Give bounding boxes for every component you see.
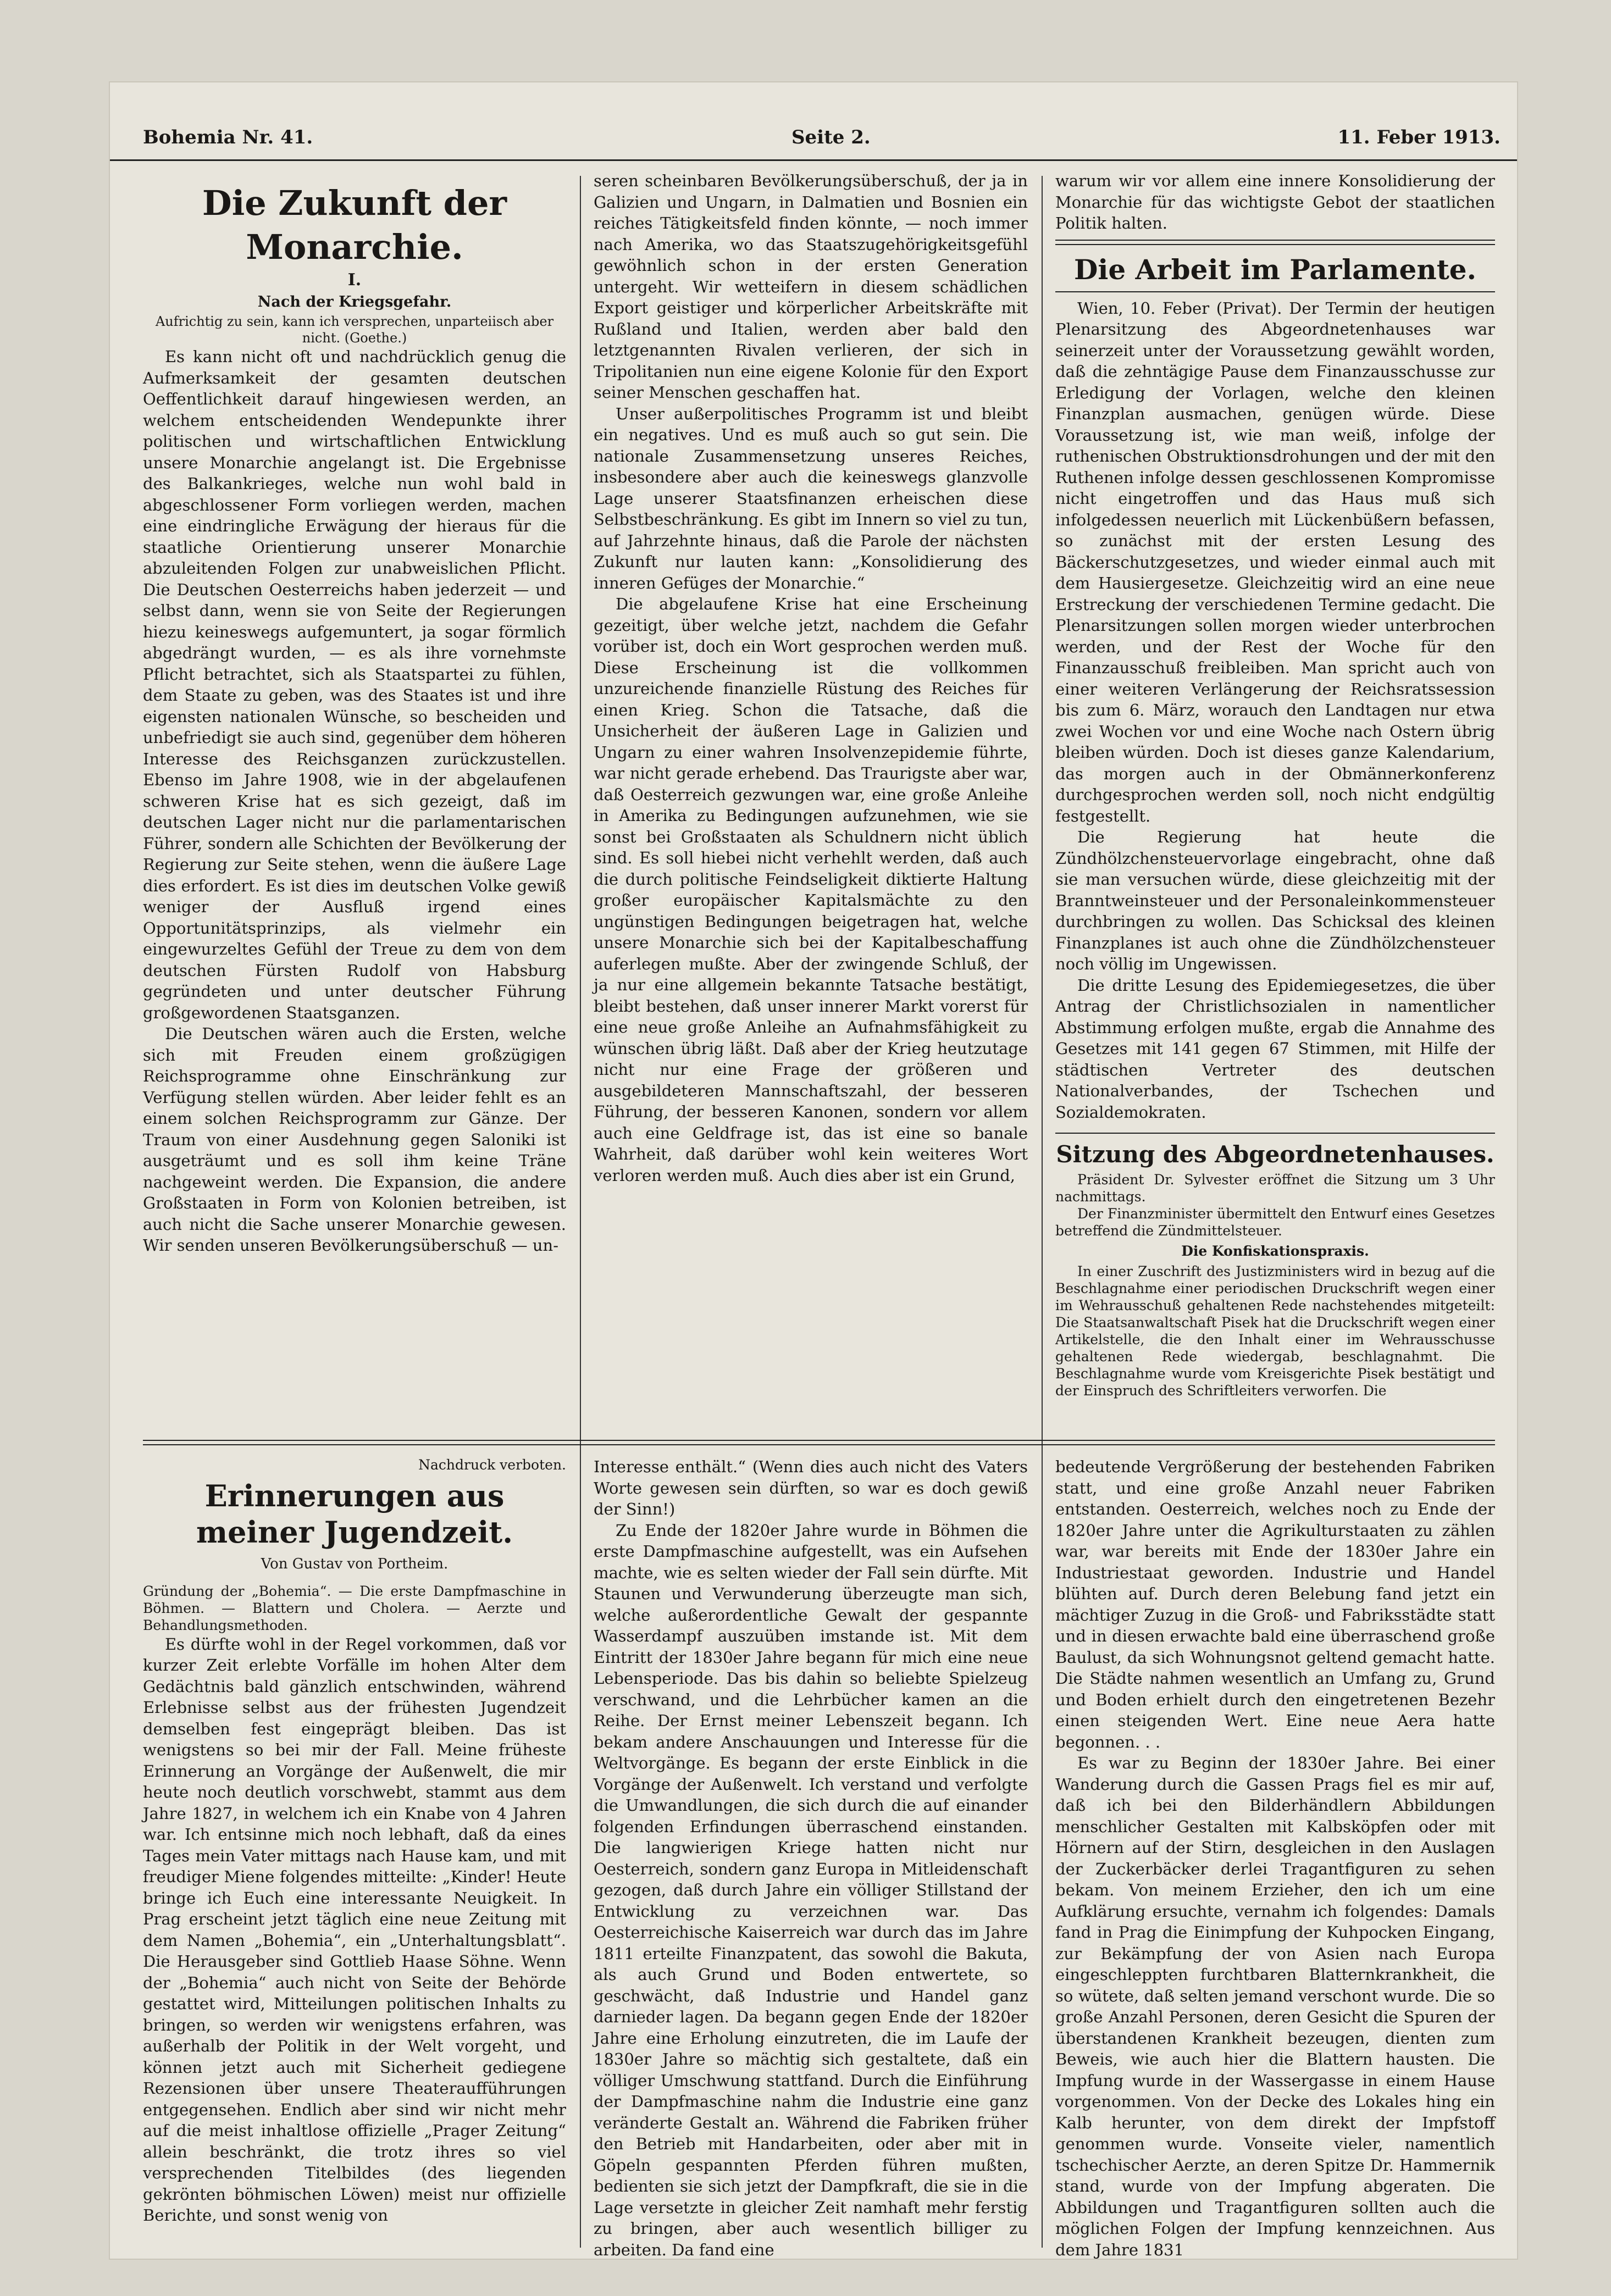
issue-date: 11. Feber 1913. bbox=[1337, 126, 1501, 148]
article1-paragraph-6: warum wir vor allem eine innere Konsolidierung der Monarchie für das wichtigste Gebot der staatlichen Politik halten. bbox=[1055, 171, 1495, 232]
article-motto: Aufrichtig zu sein, kann ich versprechen, unparteiisch aber nicht. (Goethe.) bbox=[155, 314, 554, 346]
article1-paragraph-3: seren scheinbaren Bevölkerungsüberschuß, der ja in Galizien und Ungarn, in Dalmatien und Bosnien ein reiches Tätigkeitsfeld finden könnte, — noch immer nach Amerika, wo das Staatszugehörigkeitsgefühl gewöhnlich schon in der ersten Generation untergeht. Wir wetteifern in diesem schädlichen Export geistiger und körperlicher Arbeitskräfte mit Rußland und Italien, werden aber bald den letztgenannten Rivalen verlieren, der sich in Tripolitanien nun eine eigene Kolonie für den Export seiner Menschen geschaffen hat. bbox=[594, 171, 1028, 402]
upper-column-1 bbox=[143, 176, 566, 1429]
article-subtitle: Nach der Kriegsgefahr. bbox=[257, 293, 452, 310]
article4-paragraph-5: Es war zu Beginn der 1830er Jahre. Bei einer Wanderung durch die Gassen Prags fiel es mir auf, daß ich bei den Bilderhändlern Abbildungen menschlicher Gestalten mit Kalbsköpfen oder mit Hörnern auf der Stirn, desgleichen in den Auslagen der Zuckerbäcker derlei Tragantfiguren zu sehen bekam. Von meinem Erzieher, den ich um eine Aufklärung ersuchte, vernahm ich folgendes: Damals fand in Prag die Einimpfung der Kuhpocken Eingang, zur Bekämpfung der von Asien nach Europa eingeschleppten furchtbaren Blatternkrankheit, die so wütete, daß selten jemand verschont wurde. Die so große Anzahl Personen, deren Gesicht die Spuren der überstandenen Krankheit bezeugen, dienten zum Beweis, wie auch hier die Blattern hausten. Die Impfung wurde in der Wassergasse in einem Hause vorgenommen. Von der Decke des Lokales hing ein Kalb herunter, von dem direkt der Impfstoff genommen wurde. Vonseite vieler, namentlich tschechischer Aerzte, an deren Spitze Dr. Hammernik stand, wurde von der Impfung abgeraten. Die Abbildungen und Tragantfiguren sollten auch die möglichen Folgen der Impfung kennzeichnen. Aus dem Jahre 1831 bbox=[1055, 1754, 1495, 2259]
section-rule-lower bbox=[143, 1440, 1495, 1445]
article-title-sitzung: Sitzung des Abgeordnetenhauses. bbox=[1056, 1141, 1494, 1168]
article3-paragraph-3: In einer Zuschrift des Justizministers wird in bezug auf die Beschlagnahme einer periodischen Druckschrift wegen einer im Wehrausschuß gehaltenen Rede nachstehendes mitgeteilt: Die Staatsanwaltschaft Pisek hat die Druckschrift wegen einer Artikelstelle, die den Inhalt einer im Wehrausschusse gehaltenen Rede wiedergab, beschlagnahmt. Die Beschlagnahme wurde vom Kreisgerichte Pisek bestätigt und der Einspruch des Schriftleiters verworfen. Die bbox=[1055, 1263, 1495, 1399]
issue-number: Bohemia Nr. 41. bbox=[143, 126, 313, 148]
article-byline: Von Gustav von Portheim. bbox=[261, 1556, 449, 1572]
article4-paragraph-1: Es dürfte wohl in der Regel vorkommen, daß vor kurzer Zeit erlebte Vorfälle im hohen Alter dem Gedächtnis bald gänzlich entschwinden, während Erlebnisse selbst aus der frühesten Jugendzeit demselben fest eingeprägt bleiben. Das ist wenigstens so bei mir der Fall. Meine früheste Erinnerung an Vorgänge der Außenwelt, die mir heute noch deutlich vorschwebt, stammt aus dem Jahre 1827, in welchem ich ein Knabe von 4 Jahren war. Ich entsinne mich noch lebhaft, daß da eines Tages mein Vater mittags nach Hause kam, und mit freudiger Miene folgendes mitteilte: „Kinder! Heute bringe ich Euch eine interessante Neuigkeit. In Prag erscheint jetzt täglich eine neue Zeitung mit dem Namen „Bohemia“, ein „Unterhaltungsblatt“. Die Herausgeber sind Gottlieb Haase Söhne. Wenn der „Bohemia“ auch nicht von Seite der Behörde gestattet wird, Mitteilungen politischen Inhalts zu bringen, so werden wir wenigstens erfahren, was außerhalb der Politik in der Welt vorgeht, und können jetzt auch mit Sicherheit gediegene Rezensionen über unsere Theateraufführungen entgegensehen. Endlich aber sind wir nicht mehr auf die meist inhaltlose offizielle „Prager Zeitung“ allein beschränkt, die trotz ihres so viel versprechenden Titelbildes (des liegenden gekrönten böhmischen Löwen) meist nur offizielle Berichte, und sonst wenig von bbox=[143, 1634, 566, 2225]
article3-subhead: Die Konfiskationspraxis. bbox=[1181, 1243, 1369, 1259]
column-divider bbox=[1042, 176, 1043, 2248]
upper-column-2 bbox=[594, 170, 1028, 1429]
newspaper-page bbox=[110, 82, 1517, 2259]
article-title-monarchie: Die Zukunft der Monarchie. bbox=[202, 183, 507, 267]
page-header bbox=[110, 115, 1517, 161]
article2-paragraph-3: Die dritte Lesung des Epidemiegesetzes, die über Antrag der Christlichsozialen in namentlicher Abstimmung erfolgen mußte, ergab die Annahme des Gesetzes mit 141 gegen 67 Stimmen, mit Hilfe der städtischen Vertreter des deutschen Nationalverbandes, der Tschechen und Sozialdemokraten. bbox=[1055, 975, 1495, 1122]
article1-paragraph-2: Die Deutschen wären auch die Ersten, welche sich mit Freuden einem großzügigen Reichsprogramme ohne Einschränkung zur Verfügung stellen würden. Aber leider fehlt es an einem solchen Reichsprogramm zur Gänze. Der Traum von einer Ausdehnung gegen Saloniki ist ausgeträumt und es soll ihm keine Träne nachgeweint werden. Die Expansion, die andere Großstaaten in Form von Kolonien betreiben, ist auch nicht die Sache unserer Monarchie gewesen. Wir senden unseren Bevölkerungsüberschuß — un- bbox=[143, 1024, 566, 1255]
article1-paragraph-5: Die abgelaufene Krise hat eine Erscheinung gezeitigt, über welche jetzt, nachdem die Gefahr vorüber ist, doch ein Wort gesprochen werden muß. Diese Erscheinung ist die vollkommen unzureichende finanzielle Rüstung des Reiches für einen Krieg. Schon die Tatsache, daß die Unsicherheit der äußeren Lage in Galizien und Ungarn zu einer wahren Insolvenzepidemie führte, war nicht gerade erhebend. Das Traurigste aber war, daß Oesterreich gezwungen war, eine große Anleihe in Amerika zu Bedingungen aufzunehmen, wie sie sonst bei Großstaaten als Schuldnern nicht üblich sind. Es soll hiebei nicht verhehlt werden, daß auch die durch politische Feindseligkeit diktierte Haltung großer europäischer Kapitalsmächte zu den ungünstigen Bedingungen beigetragen hat, welche unsere Monarchie sich bei der Kapitalbeschaffung auferlegen mußte. Aber der zwingende Schluß, der ja nur eine allgemein bekannte Tatsache bestätigt, bleibt bestehen, daß unser innerer Markt vorerst für eine neue große Anleihe an Aufnahmsfähigkeit zu wünschen übrig läßt. Daß aber der Krieg heutzutage nicht nur eine Frage der größeren und ausgebildeteren Mannschaftszahl, der besseren Führung, der besseren Kanonen, sondern vor allem auch eine Geldfrage ist, das ist eine so banale Wahrheit, daß darüber wohl kein weiteres Wort verloren werden muß. Auch dies aber ist ein Grund, bbox=[594, 595, 1028, 1185]
lower-column-2 bbox=[594, 1456, 1028, 2259]
article1-paragraph-1: Es kann nicht oft und nachdrücklich genug die Aufmerksamkeit der gesamten deutschen Oeffentlichkeit darauf hingewiesen werden, an welchem entscheidenden Wendepunkte ihrer politischen und wirtschaftlichen Entwicklung unsere Monarchie angelangt ist. Die Ergebnisse des Balkankrieges, welche nun wohl bald in abgeschlossener Form vorliegen werden, machen eine eindringliche Erwägung der hieraus für die staatliche Orientierung unserer Monarchie abzuleitenden Folgen zur unabweislichen Pflicht. Die Deutschen Oesterreichs haben jederzeit — und selbst dann, wenn sie von Seite der Regierungen hiezu keineswegs aufgemuntert, ja sogar förmlich abgedrängt wurden, — es als ihre vornehmste Pflicht betrachtet, sich als Staatspartei zu fühlen, dem Staate zu geben, was des Staates ist und ihre eigensten nationalen Wünsche, so bescheiden und unbefriedigt sie auch sind, gegenüber dem höheren Interesse des Reichsganzen zurückzustellen. Ebenso im Jahre 1908, wie in der abgelaufenen schweren Krise hat es sich gezeigt, daß im deutschen Lager nicht nur die parlamentarischen Führer, sondern alle Schichten der Bevölkerung der Regierung zur Seite stehen, wenn die äußere Lage dies erfordert. Es ist dies im deutschen Volke gewiß weniger der Ausfluß irgend eines Opportunitätsprinzips, als vielmehr ein eingewurzeltes Gefühl der Treue zu dem von dem deutschen Fürsten Rudolf von Habsburg gegründeten und unter deutscher Führung großgewordenen Staatsganzen. bbox=[143, 347, 566, 1022]
article-part-number: I. bbox=[347, 270, 362, 290]
column-divider bbox=[580, 176, 581, 2248]
upper-column-3 bbox=[1055, 170, 1495, 1429]
lower-column-3 bbox=[1055, 1456, 1495, 2259]
page-number: Seite 2. bbox=[791, 126, 871, 148]
article4-paragraph-3: Zu Ende der 1820er Jahre wurde in Böhmen die erste Dampfmaschine aufgestellt, was ein Aufsehen machte, wie es selten wieder der Fall sein dürfte. Mit Staunen und Verwunderung überzeugte man sich, welche außerordentliche Gewalt der gespannte Wasserdampf auszuüben imstande ist. Mit dem Eintritt der 1830er Jahre begann für mich eine neue Lebensperiode. Das bis dahin so beliebte Spielzeug verschwand, und die Lehrbücher kamen an die Reihe. Der Ernst meiner Lebenszeit begann. Ich bekam andere Anschauungen und Interesse für die Weltvorgänge. Es begann der erste Einblick in die Vorgänge der Außenwelt. Ich verstand und verfolgte die Umwandlungen, die sich durch die auf einander folgenden Erfindungen überraschend einstanden. Die langwierigen Kriege hatten nicht nur Oesterreich, sondern ganz Europa in Mitleidenschaft gezogen, daß durch Jahre ein völliger Stillstand der Entwicklung zu verzeichnen war. Das Oesterreichische Kaiserreich war durch das im Jahre 1811 erteilte Finanzpatent, das sowohl die Bakuta, als auch Grund und Boden entwertete, so geschwächt, daß Industrie und Handel ganz darnieder lagen. Da begann gegen Ende der 1820er Jahre eine Erholung einzutreten, die im Laufe der 1830er Jahre so mächtig sich gestaltete, daß ein völliger Umschwung stattfand. Durch die Einführung der Dampfmaschine nahm die Industrie eine ganz veränderte Gestalt an. Während die Fabriken früher den Betrieb mit Handarbeiten, oder aber mit in Göpeln gespannten Pferden führen mußten, bedienten sie sich jetzt der Dampfkraft, die sie in die Lage versetzte in gleicher Zeit namhaft mehr ferstig zu bringen, aber auch wesentlich billiger zu arbeiten. Da fand eine bbox=[594, 1521, 1028, 2259]
section-rule bbox=[1055, 240, 1495, 245]
lower-column-1 bbox=[143, 1456, 566, 2248]
article2-paragraph-2: Die Regierung hat heute die Zündhölzchensteuervorlage eingebracht, ohne daß sie man versuchen würde, diese gleichzeitig mit der Branntweinsteuer und der Personaleinkommensteuer durchbringen zu wollen. Das Schicksal des kleinen Finanzplanes ist auch ohne die Zündhölzchensteuer noch völlig im Ungewissen. bbox=[1055, 828, 1495, 973]
article-contents: Gründung der „Bohemia“. — Die erste Dampfmaschine in Böhmen. — Blattern und Cholera. — Aerzte und Behandlungsmethoden. bbox=[143, 1583, 566, 1633]
article2-paragraph-1: Wien, 10. Feber (Privat). Der Termin der heutigen Plenarsitzung des Abgeordnetenhauses war seinerzeit unter der Voraussetzung gewählt worden, daß die zehntägige Pause dem Finanzausschusse zur Erledigung der Vorlagen, welche den kleinen Finanzplan ausmachen, genügen würde. Diese Voraussetzung ist, wie man weiß, infolge der ruthenischen Obstruktionsdrohungen und der mit den Ruthenen infolge dessen geschlossenen Kompromisse nicht eingetroffen und das Haus muß sich infolgedessen neuerlich mit Lückenbüßern befassen, so zunächst mit der ersten Lesung des Bäckerschutzgesetzes, und wieder einmal auch mit dem Hausiergesetze. Gleichzeitig wird an eine neue Erstreckung der verschiedenen Termine gedacht. Die Plenarsitzungen sollen morgen wieder unterbrochen werden, und der Rest der Woche für den Finanzausschuß freibleiben. Man spricht auch von einer weiteren Verlängerung der Reichsratssession bis zum 6. März, worauch den Landtagen nur etwa zwei Wochen vor und eine Woche nach Ostern übrig bleiben würden. Doch ist dieses ganze Kalendarium, das morgen auch in der Obmännerkonferenz durchgesprochen werden soll, noch nicht endgültig festgestellt. bbox=[1055, 298, 1495, 825]
article-title-erinnerungen: Erinnerungen aus meiner Jugendzeit. bbox=[196, 1478, 513, 1550]
article3-paragraph-1: Präsident Dr. Sylvester eröffnet die Sitzung um 3 Uhr nachmittags. bbox=[1055, 1172, 1495, 1205]
article1-paragraph-4: Unser außerpolitisches Programm ist und bleibt ein negatives. Und es muß auch so gut sein. Die nationale Zusammensetzung unseres Reiches, insbesondere aber auch die keineswegs glanzvolle Lage unserer Staatsfinanzen erheischen diese Selbstbeschränkung. Es gibt im Innern so viel zu tun, auf Jahrzehnte hinaus, daß die Parole der nächsten Zukunft nur lauten kann: „Konsolidierung des inneren Gefüges der Monarchie.“ bbox=[594, 404, 1028, 592]
article3-paragraph-2: Der Finanzminister übermittelt den Entwurf eines Gesetzes betreffend die Zündmittelsteuer. bbox=[1055, 1206, 1495, 1239]
article4-paragraph-2: Interesse enthält.“ (Wenn dies auch nicht des Vaters Worte gewesen sein dürften, so war es doch gewiß der Sinn!) bbox=[594, 1457, 1028, 1518]
reprint-notice: Nachdruck verboten. bbox=[418, 1457, 566, 1473]
article4-paragraph-4: bedeutende Vergrößerung der bestehenden Fabriken statt, und eine große Anzahl neuer Fabriken entstanden. Oesterreich, welches noch zu Ende der 1820er Jahre unter die Agrikulturstaaten zu zählen war, war bereits mit Ende der 1830er Jahre ein Industriestaat geworden. Industrie und Handel blühten auf. Durch deren Belebung fand jetzt ein mächtiger Zuzug in die Groß- und Fabriksstädte statt und in diesen erwachte bald eine überraschend große Baulust, da sich Wohnungsnot geltend gemacht hatte. Die Städte nahmen wesentlich an Umfang zu, Grund und Boden erhielt durch den eingetretenen Bezehr einen steigenden Wert. Eine neue Aera hatte begonnen. . . bbox=[1055, 1457, 1495, 1751]
article-title-parlament: Die Arbeit im Parlamente. bbox=[1073, 253, 1477, 286]
